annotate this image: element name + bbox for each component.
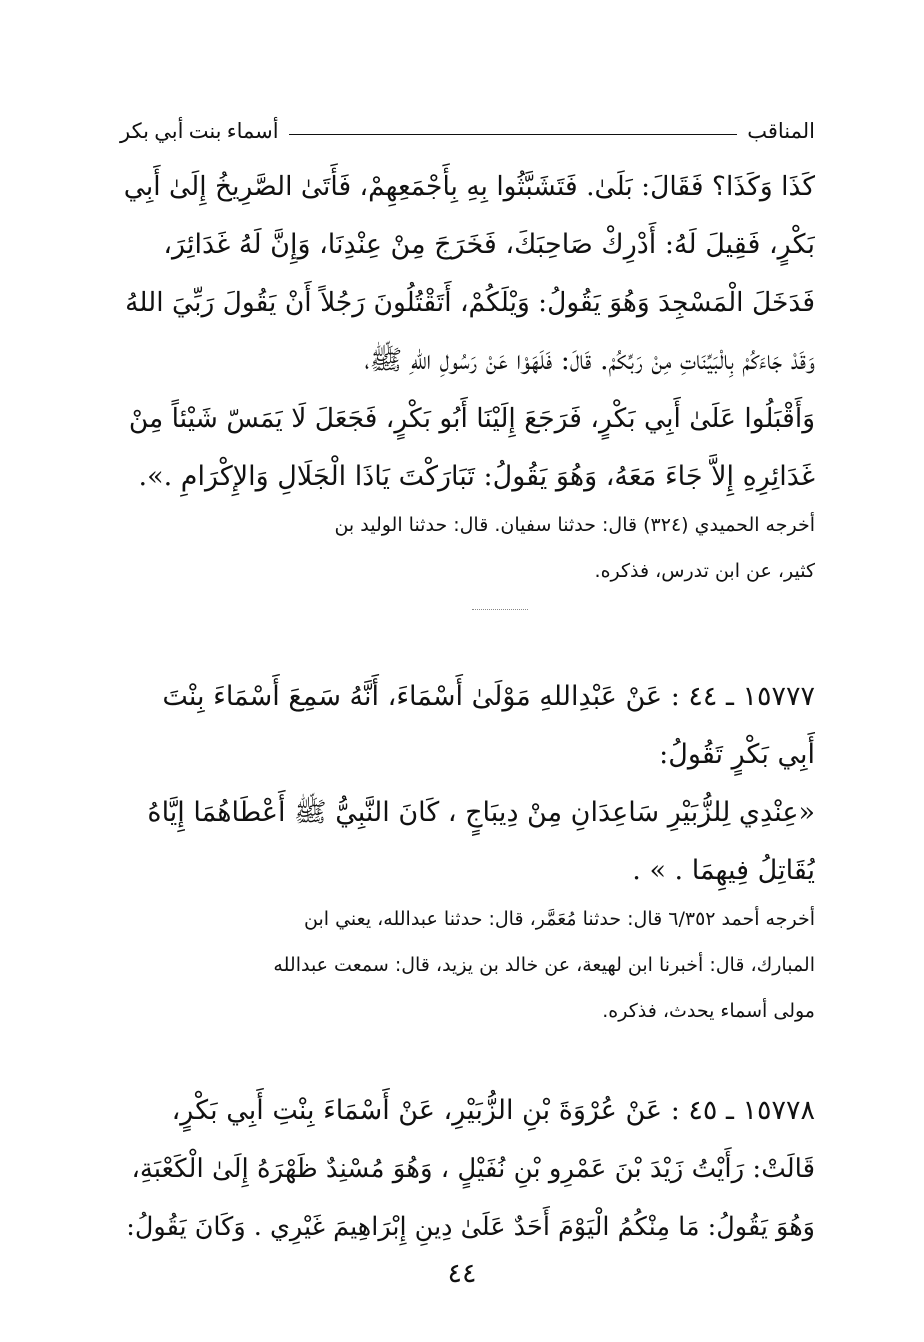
header-section: المناقب bbox=[747, 118, 815, 143]
note-line: أخرجه الحميدي (٣٢٤) قال: حدثنا سفيان. قال: حدثنا الوليد بن bbox=[334, 514, 815, 536]
note-line: أخرجه أحمد ٦/٣٥٢ قال: حدثنا مُعَمَّر، قال: حدثنا عبدالله، يعني ابن bbox=[304, 908, 815, 930]
text-line: «عِنْدِي لِلزُّبَيْرِ سَاعِدَانِ مِنْ دِيبَاجٍ ، كَانَ النَّبِيُّ ﷺ أَعْطَاهُمَا إِيَّاهُ bbox=[147, 797, 815, 828]
text-line: فَدَخَلَ الْمَسْجِدَ وَهُوَ يَقُولُ: وَيْلَكُمْ، أَتَقْتُلُونَ رَجُلاً أَنْ يَقُولَ رَبِّيَ اللهُ bbox=[125, 287, 815, 318]
text-line: غَدَائِرِهِ إِلاَّ جَاءَ مَعَهُ، وَهُوَ يَقُولُ: تَبَارَكْتَ يَاذَا الْجَلَالِ وَالإِكْرَامِ .». bbox=[138, 461, 815, 492]
text-line: يُقَاتِلُ فِيهِمَا . » . bbox=[632, 855, 815, 886]
note-line: المبارك، قال: أخبرنا ابن لهيعة، عن خالد بن يزيد، قال: سمعت عبدالله bbox=[273, 954, 815, 976]
running-header bbox=[120, 116, 815, 146]
text-line: كَذَا وَكَذَا؟ فَقَالَ: بَلَىٰ. فَتَشَبَّثُوا بِهِ بِأَجْمَعِهِمْ، فَأَتَىٰ الصَّرِيخُ إِلَىٰ أَبِي bbox=[123, 171, 815, 202]
text-line: ١٥٧٧٨ ـ ٤٥ : عَنْ عُرْوَةَ بْنِ الزُّبَيْرِ، عَنْ أَسْمَاءَ بِنْتِ أَبِي بَكْرٍ، bbox=[171, 1095, 815, 1126]
hadith-15777 bbox=[120, 668, 815, 900]
note-line: كثير، عن ابن تدرس، فذكره. bbox=[594, 560, 815, 582]
separator bbox=[472, 609, 528, 610]
text-line: أَبِي بَكْرٍ تَقُولُ: bbox=[659, 739, 815, 770]
takhrij-note-1 bbox=[120, 502, 815, 594]
header-rule bbox=[289, 134, 738, 135]
text-line: ١٥٧٧٧ ـ ٤٤ : عَنْ عَبْدِاللهِ مَوْلَىٰ أَسْمَاءَ، أَنَّهُ سَمِعَ أَسْمَاءَ بِنْتَ bbox=[162, 681, 815, 712]
text-line: وَقَدْ جَاءَكُمْ بِالْبَيِّنَاتِ مِنْ رَبِّكُمْ. قَالَ: فَلَهَوْا عَنْ رَسُولِ اللهِ ﷺ، bbox=[364, 345, 815, 376]
hadith-15778 bbox=[120, 1082, 815, 1256]
note-line: مولى أسماء يحدث، فذكره. bbox=[602, 1000, 815, 1022]
header-chapter: أسماء بنت أبي بكر bbox=[120, 118, 279, 143]
page-number: ٤٤ bbox=[447, 1258, 477, 1289]
hadith-text-continued bbox=[120, 158, 815, 506]
text-line: بَكْرٍ، فَقِيلَ لَهُ: أَدْرِكْ صَاحِبَكَ، فَخَرَجَ مِنْ عِنْدِنَا، وَإِنَّ لَهُ غَدَائِرَ، bbox=[163, 229, 815, 260]
text-line: وَهُوَ يَقُولُ: مَا مِنْكُمُ الْيَوْمَ أَحَدٌ عَلَىٰ دِينِ إِبْرَاهِيمَ غَيْرِي . وَكَانَ يَقُولُ: bbox=[126, 1212, 815, 1242]
takhrij-note-2 bbox=[120, 896, 815, 1034]
text-line: قَالَتْ: رَأَيْتُ زَيْدَ بْنَ عَمْرِو بْنِ نُفَيْلٍ ، وَهُوَ مُسْنِدٌ ظَهْرَهُ إِلَىٰ الْكَعْبَةِ، bbox=[131, 1154, 815, 1184]
text-line: وَأَقْبَلُوا عَلَىٰ أَبِي بَكْرٍ، فَرَجَعَ إِلَيْنَا أَبُو بَكْرٍ، فَجَعَلَ لَا يَمَسّ شَيْئاً مِنْ bbox=[128, 403, 815, 434]
